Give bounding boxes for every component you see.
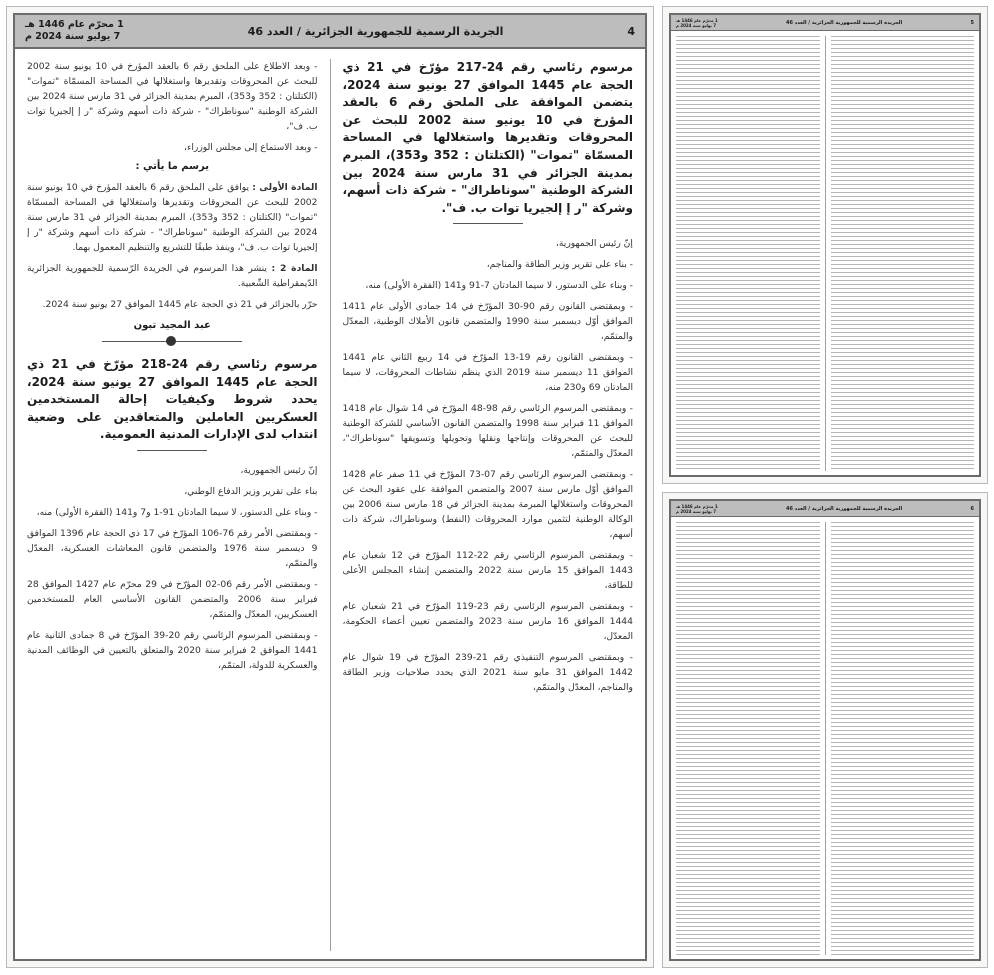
preamble-line: - وبناء على الدستور، لا سيما المادتان 91-1 و7 و141 (الفقرة الأولى) منه، — [36, 506, 318, 518]
journal-title: الجريدة الرسمية للجمهورية الجزائرية / العدد 46 — [785, 505, 903, 512]
preamble-line: إنّ رئيس الجمهورية، — [240, 464, 318, 476]
decree-separator — [102, 341, 242, 342]
preamble-line: إنّ رئيس الجمهورية، — [555, 238, 633, 250]
done-at: حرّر بالجزائر في 21 ذي الحجة عام 1445 الموافق 27 يونيو سنة 2024. — [42, 299, 318, 310]
preamble-line: - وبمقتضى القانون رقم 19-13 المؤرّخ في 14 ربيع الثاني عام 1441 الموافق 11 ديسمبر سنة 2019 الذي ينظم نشاطات المحروقات، لا سيما المادتان 69 و230 منه، — [342, 352, 634, 394]
title-separator — [137, 450, 207, 451]
hijri-date: 1 محرّم عام 1446 هـ — [676, 17, 718, 23]
text-lines — [676, 36, 820, 471]
preamble-line: - وبمقتضى المرسوم الرئاسي رقم 22-112 المؤرّخ في 12 شعبان عام 1443 الموافق 15 مارس سنة 2022 والمتضمن إنشاء المجلس الأعلى للطاقة، — [342, 550, 634, 592]
page-number: 6 — [970, 505, 974, 512]
main-page — [6, 6, 654, 968]
gregorian-date: 7 يوليو سنة 2024 م — [676, 22, 717, 28]
journal-title: الجريدة الرسمية للجمهورية الجزائرية / العدد 46 — [785, 19, 903, 26]
page-columns — [671, 518, 979, 959]
text-lines — [831, 36, 975, 471]
page-number: 5 — [970, 19, 974, 26]
preamble-line: - وبناء على الدستور، لا سيما المادتان 7-91 و141 (الفقرة الأولى) منه، — [365, 280, 633, 292]
preamble-line: - بناء على تقرير وزير الطاقة والمناجم، — [486, 259, 633, 271]
article-label: المادة الأولى : — [252, 182, 318, 193]
right-column — [331, 51, 646, 959]
column-divider — [330, 59, 331, 951]
article-1 — [27, 180, 318, 255]
page-header — [15, 15, 645, 49]
page-header — [671, 15, 979, 31]
article-label: المادة 2 : — [271, 263, 318, 274]
preamble-line: - وبمقتضى المرسوم الرئاسي رقم 20-39 المؤرّخ في 8 جمادى الثانية عام 1441 الموافق 2 فبراير سنة 2020 والمتعلق بالتعيين في الوظائف المدنية والعسكرية للدولة، المتمّم، — [27, 629, 318, 671]
preamble-line: - وبمقتضى المرسوم الرئاسي رقم 07-73 المؤرّخ في 11 صفر عام 1428 الموافق أوّل مارس سنة 2007 والمتضمن الموافقة على عقود البحث عن المحروقات واستغلالها المبرمة بمدينة الجزائر في 18 مارس سنة 2006 بين الوكالة الوطنية لتثمين موارد المحروقات (النفط) وسوناطراك، شركة ذات أسهم، — [342, 469, 634, 541]
hijri-date: 1 محرّم عام 1446 هـ — [676, 503, 718, 509]
article-2 — [27, 261, 318, 291]
thumb-column — [671, 32, 825, 475]
preamble-line: - وبمقتضى المرسوم الرئاسي رقم 98-48 المؤرّخ في 14 شوال عام 1418 الموافق 11 فبراير سنة 1998 والمتضمن القانون الأساسي للشركة الوطنية للبحث عن المحروقات وإنتاجها ونقلها وتحويلها وتسويقها "سوناطراك"، المعدّل والمتمّم، — [342, 403, 634, 460]
thumb-column — [671, 518, 825, 959]
preamble-line: - وبمقتضى القانون رقم 90-30 المؤرّخ في 14 جمادى الأولى عام 1411 الموافق أوّل ديسمبر سنة 1990 والمتضمن قانون الأملاك الوطنية، المعدّل والمتمّم، — [342, 301, 633, 343]
text-lines — [676, 522, 820, 955]
decree-title: مرسوم رئاسي رقم 24-218 مؤرّخ في 21 ذي الحجة عام 1445 الموافق 27 يونيو سنة 2024، يحدد شروط وكيفيات إحالة المستخدمين العسكريين العاملين والمتعاقدين على وضعية انتداب لدى الإدارات المدنية العمومية. — [27, 357, 318, 442]
article-text: يوافق على الملحق رقم 6 بالعقد المؤرخ في 10 يونيو سنة 2002 للبحث عن المحروقات وتقديرها واستغلالها في المساحة المسمّاة "تموات" (الكتلتان : 352 و353)، المبرم بمدينة الجزائر في 31 مارس سنة 2024 بين الشركة الوطنية "سوناطراك" - شركة ذات أسهم وشركة "ر إ إلجيريا توات ب. ف"، وينفذ طبقًا للتشريع والتنظيم المعمول بهما. — [27, 182, 318, 253]
gregorian-date: 7 يوليو سنة 2024 م — [25, 31, 121, 42]
signature: عبد المجيد تبون — [133, 320, 211, 331]
issue-date — [25, 19, 124, 43]
page-thumbnail-top[interactable] — [662, 6, 988, 484]
page-frame — [669, 499, 981, 961]
page-header — [671, 501, 979, 517]
page-frame — [669, 13, 981, 477]
title-separator — [453, 223, 523, 224]
gregorian-date: 7 يوليو سنة 2024 م — [676, 508, 717, 514]
preamble-line: - وبمقتضى المرسوم التنفيذي رقم 21-239 المؤرّخ في 19 شوال عام 1442 الموافق 31 مايو سنة 2021 الذي يحدد صلاحيات وزير الطاقة والمناجم، المعدّل والمتمّم، — [342, 652, 634, 694]
preamble-line: - وبعد الاطلاع على الملحق رقم 6 بالعقد المؤرخ في 10 يونيو سنة 2002 للبحث عن المحروقات وتقديرها واستغلالها في المساحة المسمّاة "تموات" (الكتلتان : 352 و353)، المبرم بمدينة الجزائر في 31 مارس سنة 2024 بين الشركة الوطنية "سوناطراك" - شركة ذات أسهم وشركة "ر إ إلجيريا توات ب. ف"، — [27, 61, 318, 132]
separator-dot — [166, 336, 176, 346]
page-number: 4 — [627, 24, 635, 38]
page-columns — [15, 51, 645, 959]
journal-title: الجريدة الرسمية للجمهورية الجزائرية / العدد 46 — [247, 24, 504, 38]
thumb-column — [826, 518, 980, 959]
preamble-line: - وبمقتضى المرسوم الرئاسي رقم 23-119 المؤرّخ في 21 شعبان عام 1444 الموافق 16 مارس سنة 2023 والمتضمن تعيين أعضاء الحكومة، المعدّل، — [342, 601, 633, 643]
preamble-line: - وبمقتضى الأمر رقم 76-106 المؤرّخ في 17 ذي الحجة عام 1396 الموافق 9 ديسمبر سنة 1976 والمتضمن قانون المعاشات العسكرية، المعدّل والمتمّم، — [27, 527, 318, 569]
decree-title: مرسوم رئاسي رقم 24-217 مؤرّخ في 21 ذي الحجة عام 1445 الموافق 27 يونيو سنة 2024، يتضمن الموافقة على الملحق رقم 6 بالعقد المؤرخ في 10 يونيو سنة 2002 للبحث عن المحروقات وتقديرها واستغلالها في المساحة المسمّاة "تموات" (الكتلتان : 352 و353)، المبرم بمدينة الجزائر في 31 مارس سنة 2024 بين الشركة الوطنية "سوناطراك" - شركة ذات أسهم، وشركة "ر إ إلجيريا توات ب. ف". — [342, 60, 634, 215]
preamble-line: - وبعد الاستماع إلى مجلس الوزراء، — [184, 142, 318, 153]
hijri-date: 1 محرّم عام 1446 هـ — [25, 19, 124, 30]
issue-date — [676, 18, 718, 28]
thumb-column — [826, 32, 980, 475]
page-frame — [13, 13, 647, 961]
column-divider — [825, 36, 826, 471]
left-column — [15, 51, 330, 959]
text-lines — [831, 522, 975, 955]
preamble-line: بناء على تقرير وزير الدفاع الوطني، — [184, 485, 318, 497]
issue-date — [676, 504, 718, 514]
page-thumbnail-bottom[interactable] — [662, 492, 988, 968]
column-divider — [825, 522, 826, 955]
article-text: ينشر هذا المرسوم في الجريدة الرّسمية للجمهورية الجزائرية الدّيمقراطية الشّعبية. — [27, 263, 318, 289]
decrees-heading: يرسم ما يأتي : — [135, 161, 209, 172]
preamble-line: - وبمقتضى الأمر رقم 06-02 المؤرّخ في 29 محرّم عام 1427 الموافق 28 فبراير سنة 2006 والمتضمن القانون الأساسي العام للمستخدمين العسكريين، المعدّل والمتمّم، — [27, 578, 318, 620]
page-columns — [671, 32, 979, 475]
